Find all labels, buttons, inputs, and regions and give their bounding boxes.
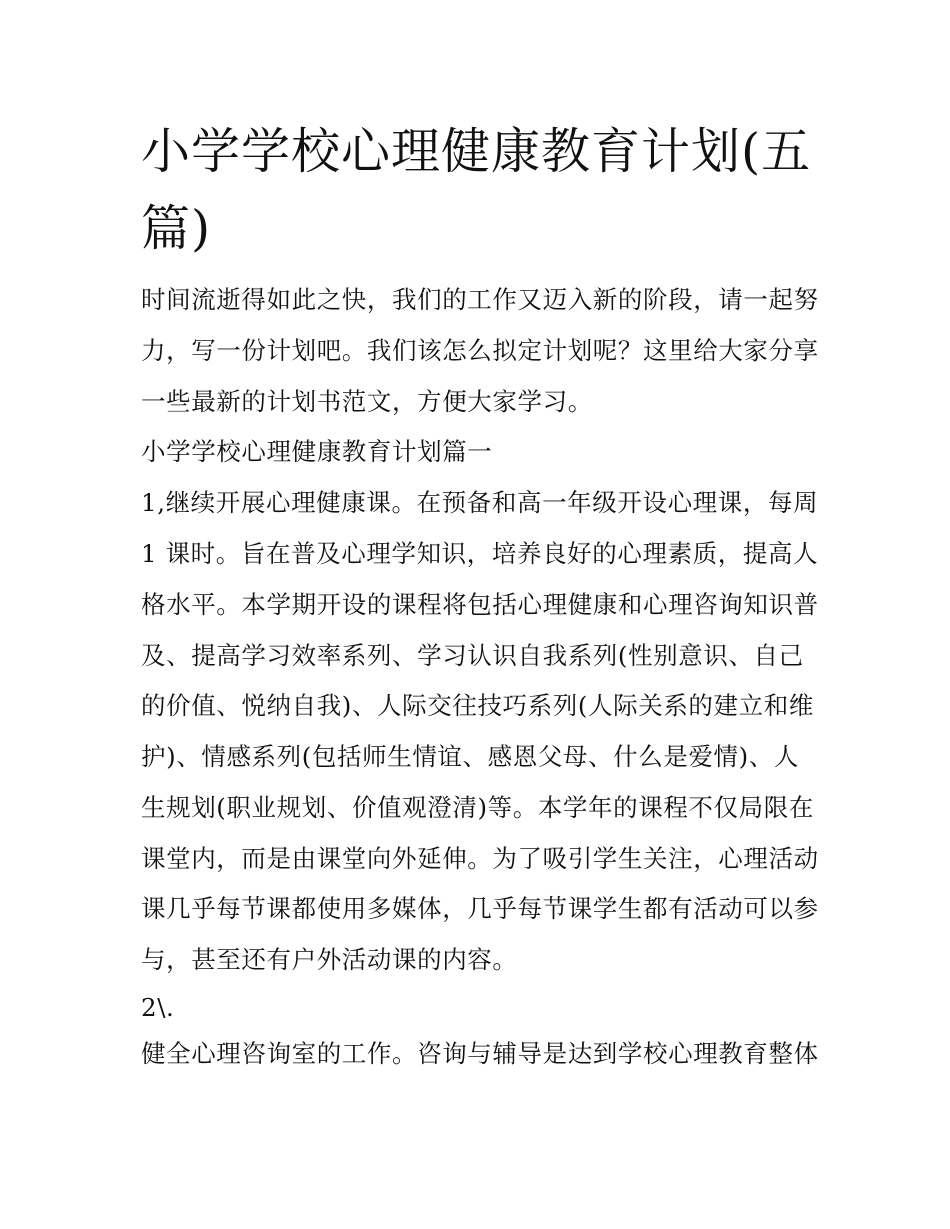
item2-line-1: 健全心理咨询室的工作。咨询与辅导是达到学校心理教育整体 bbox=[141, 1039, 819, 1068]
section-heading: 小学学校心理健康教育计划篇一 bbox=[141, 437, 493, 466]
document-title-line-2: 篇) bbox=[141, 200, 212, 257]
intro-line-1: 时间流逝得如此之快，我们的工作又迈入新的阶段，请一起努 bbox=[141, 285, 819, 314]
item1-line-4: 及、提高学习效率系列、学习认识自我系列(性别意识、自己 bbox=[141, 641, 804, 670]
item1-line-3: 格水平。本学期开设的课程将包括心理健康和心理咨询知识普 bbox=[141, 590, 819, 619]
item2-number: 2\. bbox=[141, 993, 175, 1022]
item1-line-10: 与，甚至还有户外活动课的内容。 bbox=[141, 945, 518, 974]
item1-line-8: 课堂内，而是由课堂向外延伸。为了吸引学生关注，心理活动 bbox=[141, 844, 819, 873]
document-title-line-1: 小学学校心理健康教育计划(五 bbox=[141, 123, 812, 180]
item1-line-9: 课几乎每节课都使用多媒体，几乎每节课学生都有活动可以参 bbox=[141, 894, 819, 923]
item1-line-7: 生规划(职业规划、价值观澄清)等。本学年的课程不仅局限在 bbox=[141, 793, 814, 822]
item1-line-2: 1 课时。旨在普及心理学知识，培养良好的心理素质，提高人 bbox=[141, 539, 819, 568]
item1-line-1: 1,继续开展心理健康课。在预备和高一年级开设心理课，每周 bbox=[141, 488, 819, 517]
item1-line-5: 的价值、悦纳自我)、人际交往技巧系列(人际关系的建立和维 bbox=[141, 691, 814, 720]
item1-line-6: 护)、情感系列(包括师生情谊、感恩父母、什么是爱情)、人 bbox=[141, 742, 799, 771]
intro-line-2: 力，写一份计划吧。我们该怎么拟定计划呢？这里给大家分享 bbox=[141, 336, 819, 365]
intro-line-3: 一些最新的计划书范文，方便大家学习。 bbox=[141, 387, 593, 416]
